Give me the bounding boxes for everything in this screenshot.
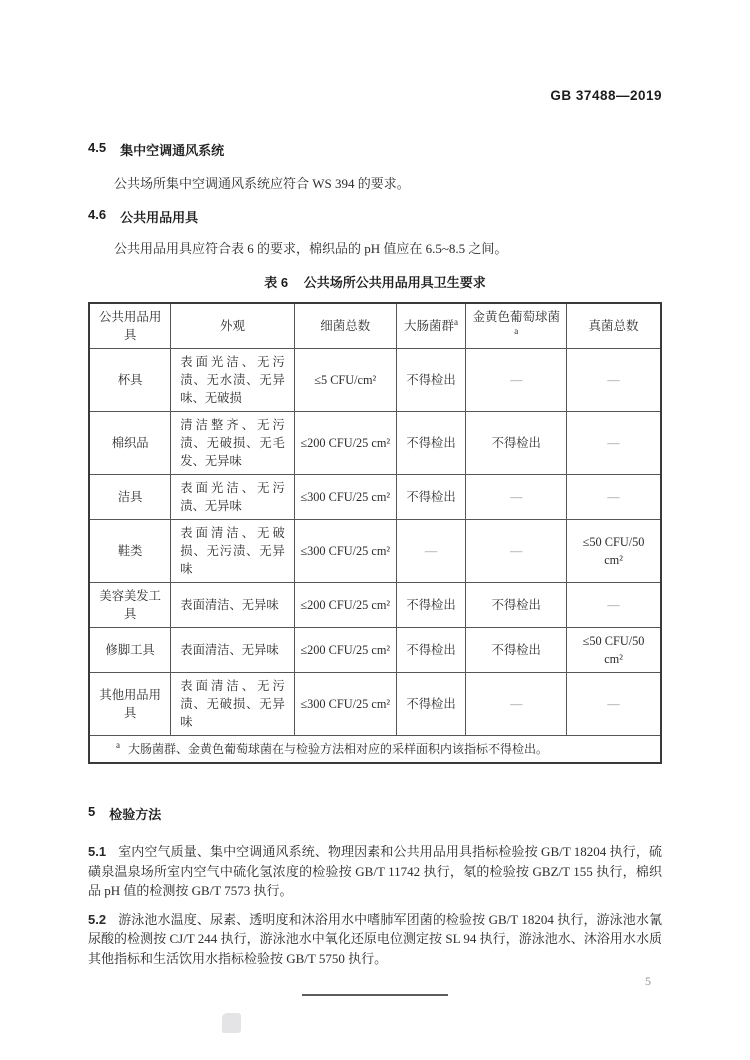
cell-item: 洁具 bbox=[89, 475, 171, 520]
cell-fungi: ≤50 CFU/50 cm² bbox=[567, 520, 661, 583]
cell-coliform: — bbox=[396, 520, 466, 583]
table-row bbox=[89, 673, 661, 736]
col-header-coliform: 大肠菌群$^a$ bbox=[396, 303, 466, 349]
section-4-5-paragraph: 公共场所集中空调通风系统应符合 WS 394 的要求。 bbox=[114, 176, 410, 191]
cell-item: 鞋类 bbox=[89, 520, 171, 583]
cell-coliform: 不得检出 bbox=[396, 349, 466, 412]
cell-staph: 不得检出 bbox=[466, 412, 567, 475]
cell-staph: — bbox=[466, 673, 567, 736]
clause-5-1-text: 室内空气质量、集中空调通风系统、物理因素和公共用品用具指标检验按 GB/T 18204 执行，硫磺泉温泉场所室内空气中硫化氢浓度的检验按 GB/T 11742 执行，氡的检验按 GBZ/T 155 执行，棉织品 pH 值的检测按 GB/T 7573 执行。 bbox=[88, 844, 662, 898]
page-number: 5 bbox=[645, 974, 651, 988]
table-row bbox=[89, 628, 661, 673]
table-6 bbox=[88, 302, 662, 764]
clause-5-2-text: 游泳池水温度、尿素、透明度和沐浴用水中嗜肺军团菌的检验按 GB/T 18204 执行，游泳池水氰尿酸的检测按 CJ/T 244 执行，游泳池水中氧化还原电位测定按 SL 94 执行，游泳池水、沐浴用水水质其他指标和生活饮用水指标检验按 GB/T 5750 执行。 bbox=[88, 911, 662, 966]
table-row bbox=[89, 475, 661, 520]
cell-fungi: — bbox=[567, 673, 661, 736]
cell-staph: — bbox=[466, 475, 567, 520]
footnote-marker: a bbox=[514, 325, 519, 336]
table-6-caption-title: 公共场所公共用品用具卫生要求 bbox=[303, 275, 486, 290]
cell-staph: 不得检出 bbox=[466, 628, 567, 673]
clause-5-2-number: 5.2 bbox=[88, 911, 107, 927]
clause-5-2 bbox=[88, 910, 662, 969]
cell-appearance: 清洁整齐、无污渍、无破损、无毛发、无异味 bbox=[171, 412, 295, 475]
table-footnote-row bbox=[89, 736, 661, 764]
watermark-square bbox=[222, 1013, 241, 1033]
cell-item: 棉织品 bbox=[89, 412, 171, 475]
cell-fungi: ≤50 CFU/50 cm² bbox=[567, 628, 661, 673]
section-5-title: 检验方法 bbox=[109, 807, 162, 822]
cell-appearance: 表面光洁、无污渍、无异味 bbox=[171, 475, 295, 520]
col-header-fungi-total: 真菌总数 bbox=[567, 303, 661, 349]
cell-staph: — bbox=[466, 349, 567, 412]
cell-bacteria: ≤5 CFU/cm² bbox=[294, 349, 396, 412]
cell-appearance: 表面清洁、无破损、无污渍、无异味 bbox=[171, 520, 295, 583]
section-4-5-heading bbox=[88, 140, 662, 159]
doc-code-header: GB 37488—2019 bbox=[550, 88, 662, 103]
cell-coliform: 不得检出 bbox=[396, 673, 466, 736]
table-row bbox=[89, 412, 661, 475]
section-4-6-number: 4.6 bbox=[88, 207, 107, 222]
footnote-text: 大肠菌群、金黄色葡萄球菌在与检验方法相对应的采样面积内该指标不得检出。 bbox=[128, 742, 549, 756]
cell-bacteria: ≤300 CFU/25 cm² bbox=[294, 475, 396, 520]
clause-5-1-number: 5.1 bbox=[88, 844, 107, 859]
section-4-5-number: 4.5 bbox=[88, 140, 107, 155]
table-row bbox=[89, 583, 661, 628]
cell-bacteria: ≤200 CFU/25 cm² bbox=[294, 628, 396, 673]
cell-coliform: 不得检出 bbox=[396, 628, 466, 673]
section-4-6-paragraph: 公共用品用具应符合表 6 的要求，棉织品的 pH 值应在 6.5~8.5 之间。 bbox=[114, 241, 508, 256]
cell-bacteria: ≤300 CFU/25 cm² bbox=[294, 673, 396, 736]
cell-coliform: 不得检出 bbox=[396, 412, 466, 475]
cell-appearance: 表面清洁、无污渍、无破损、无异味 bbox=[171, 673, 295, 736]
cell-coliform: 不得检出 bbox=[396, 583, 466, 628]
cell-bacteria: ≤200 CFU/25 cm² bbox=[294, 583, 396, 628]
table-6-caption bbox=[88, 272, 662, 291]
cell-item: 杯具 bbox=[89, 349, 171, 412]
cell-appearance: 表面光洁、无污渍、无水渍、无异味、无破损 bbox=[171, 349, 295, 412]
footnote-marker: a bbox=[454, 316, 459, 327]
end-of-text-rule bbox=[302, 994, 448, 996]
section-4-6-heading bbox=[88, 207, 662, 226]
table-header-row bbox=[89, 303, 661, 349]
cell-fungi: — bbox=[567, 583, 661, 628]
cell-fungi: — bbox=[567, 349, 661, 412]
table-row bbox=[89, 520, 661, 583]
col-header-staph: 金黄色葡萄球菌$^a$ bbox=[466, 303, 567, 349]
table-6-caption-label: 表 6 bbox=[264, 275, 289, 290]
cell-item: 其他用品用具 bbox=[89, 673, 171, 736]
cell-item: 修脚工具 bbox=[89, 628, 171, 673]
cell-fungi: — bbox=[567, 475, 661, 520]
clause-5-1 bbox=[88, 842, 662, 901]
footnote-marker: a bbox=[116, 740, 120, 750]
cell-fungi: — bbox=[567, 412, 661, 475]
cell-appearance: 表面清洁、无异味 bbox=[171, 583, 295, 628]
cell-bacteria: ≤300 CFU/25 cm² bbox=[294, 520, 396, 583]
cell-item: 美容美发工具 bbox=[89, 583, 171, 628]
col-header-appearance: 外观 bbox=[171, 303, 295, 349]
col-header-bacteria-total: 细菌总数 bbox=[294, 303, 396, 349]
table-row bbox=[89, 349, 661, 412]
cell-appearance: 表面清洁、无异味 bbox=[171, 628, 295, 673]
section-4-5-title: 集中空调通风系统 bbox=[120, 143, 225, 158]
section-5-number: 5 bbox=[88, 804, 96, 819]
cell-staph: — bbox=[466, 520, 567, 583]
cell-coliform: 不得检出 bbox=[396, 475, 466, 520]
col-header-item: 公共用品用具 bbox=[89, 303, 171, 349]
cell-bacteria: ≤200 CFU/25 cm² bbox=[294, 412, 396, 475]
cell-staph: 不得检出 bbox=[466, 583, 567, 628]
table-footnote bbox=[89, 736, 661, 764]
section-4-6-title: 公共用品用具 bbox=[120, 210, 199, 225]
section-5-heading bbox=[88, 804, 662, 823]
